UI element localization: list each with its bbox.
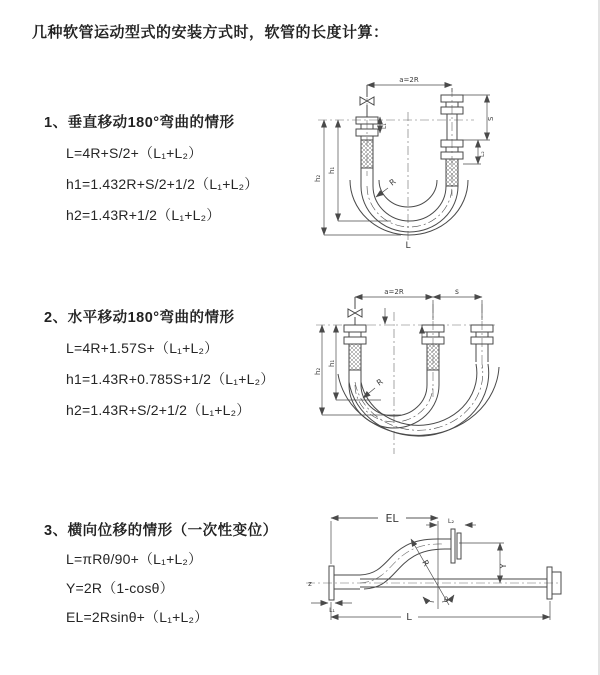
- section-3: [44, 519, 278, 627]
- section-2: [44, 306, 274, 420]
- braid-section: [446, 159, 458, 186]
- section-3-formula-EL: EL=2Rsinθ+（L₁+L₂）: [66, 609, 209, 625]
- dim-label-h1: h₁: [328, 166, 336, 174]
- dimension-lines: [311, 518, 550, 620]
- dim-label-r: R: [374, 377, 385, 388]
- diagram-horizontal-bend: [306, 282, 598, 460]
- valve-icon: [348, 309, 362, 317]
- section-1-formula-L: L=4R+S/2+（L₁+L₂）: [66, 145, 203, 161]
- dim-label-h2: h₂: [314, 367, 322, 375]
- braid-section: [361, 140, 373, 168]
- section-2-formula-h2: h2=1.43R+S/2+1/2（L₁+L₂）: [66, 402, 251, 418]
- upper-flange: [451, 529, 455, 563]
- diagram-lateral-displacement: [298, 502, 600, 660]
- dim-label-h1: h₁: [328, 359, 336, 367]
- diagram-vertical-bend: [306, 64, 598, 258]
- dimension-lines: [324, 85, 490, 235]
- dim-label-l1: L₁: [329, 607, 335, 614]
- section-1: [44, 111, 258, 225]
- section-1-formula-h1: h1=1.432R+S/2+1/2（L₁+L₂）: [66, 176, 259, 192]
- section-2-formula-h1: h1=1.43R+0.785S+1/2（L₁+L₂）: [66, 371, 275, 387]
- page-title: 几种软管运动型式的安装方式时，软管的长度计算：: [32, 24, 389, 41]
- dim-label-s: S: [487, 116, 495, 121]
- section-3-formula-Y: Y=2R（1-cosθ）: [66, 580, 174, 596]
- dim-label-l2: L₂: [479, 151, 486, 157]
- dim-label-s: s: [455, 287, 459, 296]
- dim-label-h2: h₂: [314, 174, 322, 182]
- section-1-heading: 1、垂直移动180°弯曲的情形: [44, 115, 235, 131]
- dim-label-a2r: a=2R: [399, 76, 419, 84]
- section-2-heading: 2、水平移动180°弯曲的情形: [44, 310, 235, 326]
- dim-label-l: L: [405, 241, 411, 251]
- braid-section: [349, 344, 361, 370]
- braid-section: [427, 344, 439, 370]
- dim-label-el: EL: [385, 512, 399, 525]
- dim-label-l1: L₁: [381, 123, 388, 129]
- section-3-heading: 3、横向位移的情形（一次性变位）: [44, 523, 278, 539]
- dim-label-r: R: [420, 558, 431, 568]
- dim-label-a2r: a=2R: [384, 288, 404, 296]
- dim-label-theta: θ: [444, 596, 449, 604]
- dim-label-l: L: [406, 612, 412, 623]
- hose-drawing: [350, 85, 468, 235]
- section-1-formula-h2: h2=1.43R+1/2（L₁+L₂）: [66, 207, 221, 223]
- hose-drawing: [329, 529, 561, 600]
- section-3-formula-L: L=πRθ/90+（L₁+L₂）: [66, 551, 203, 567]
- centerline-mark: z: [308, 580, 312, 588]
- centerlines: [316, 304, 496, 454]
- dim-label-y: Y: [499, 563, 508, 569]
- dim-label-r: R: [387, 177, 398, 188]
- dim-label-l2: L₂: [447, 517, 455, 525]
- section-2-formula-L: L=4R+1.57S+（L₁+L₂）: [66, 340, 219, 356]
